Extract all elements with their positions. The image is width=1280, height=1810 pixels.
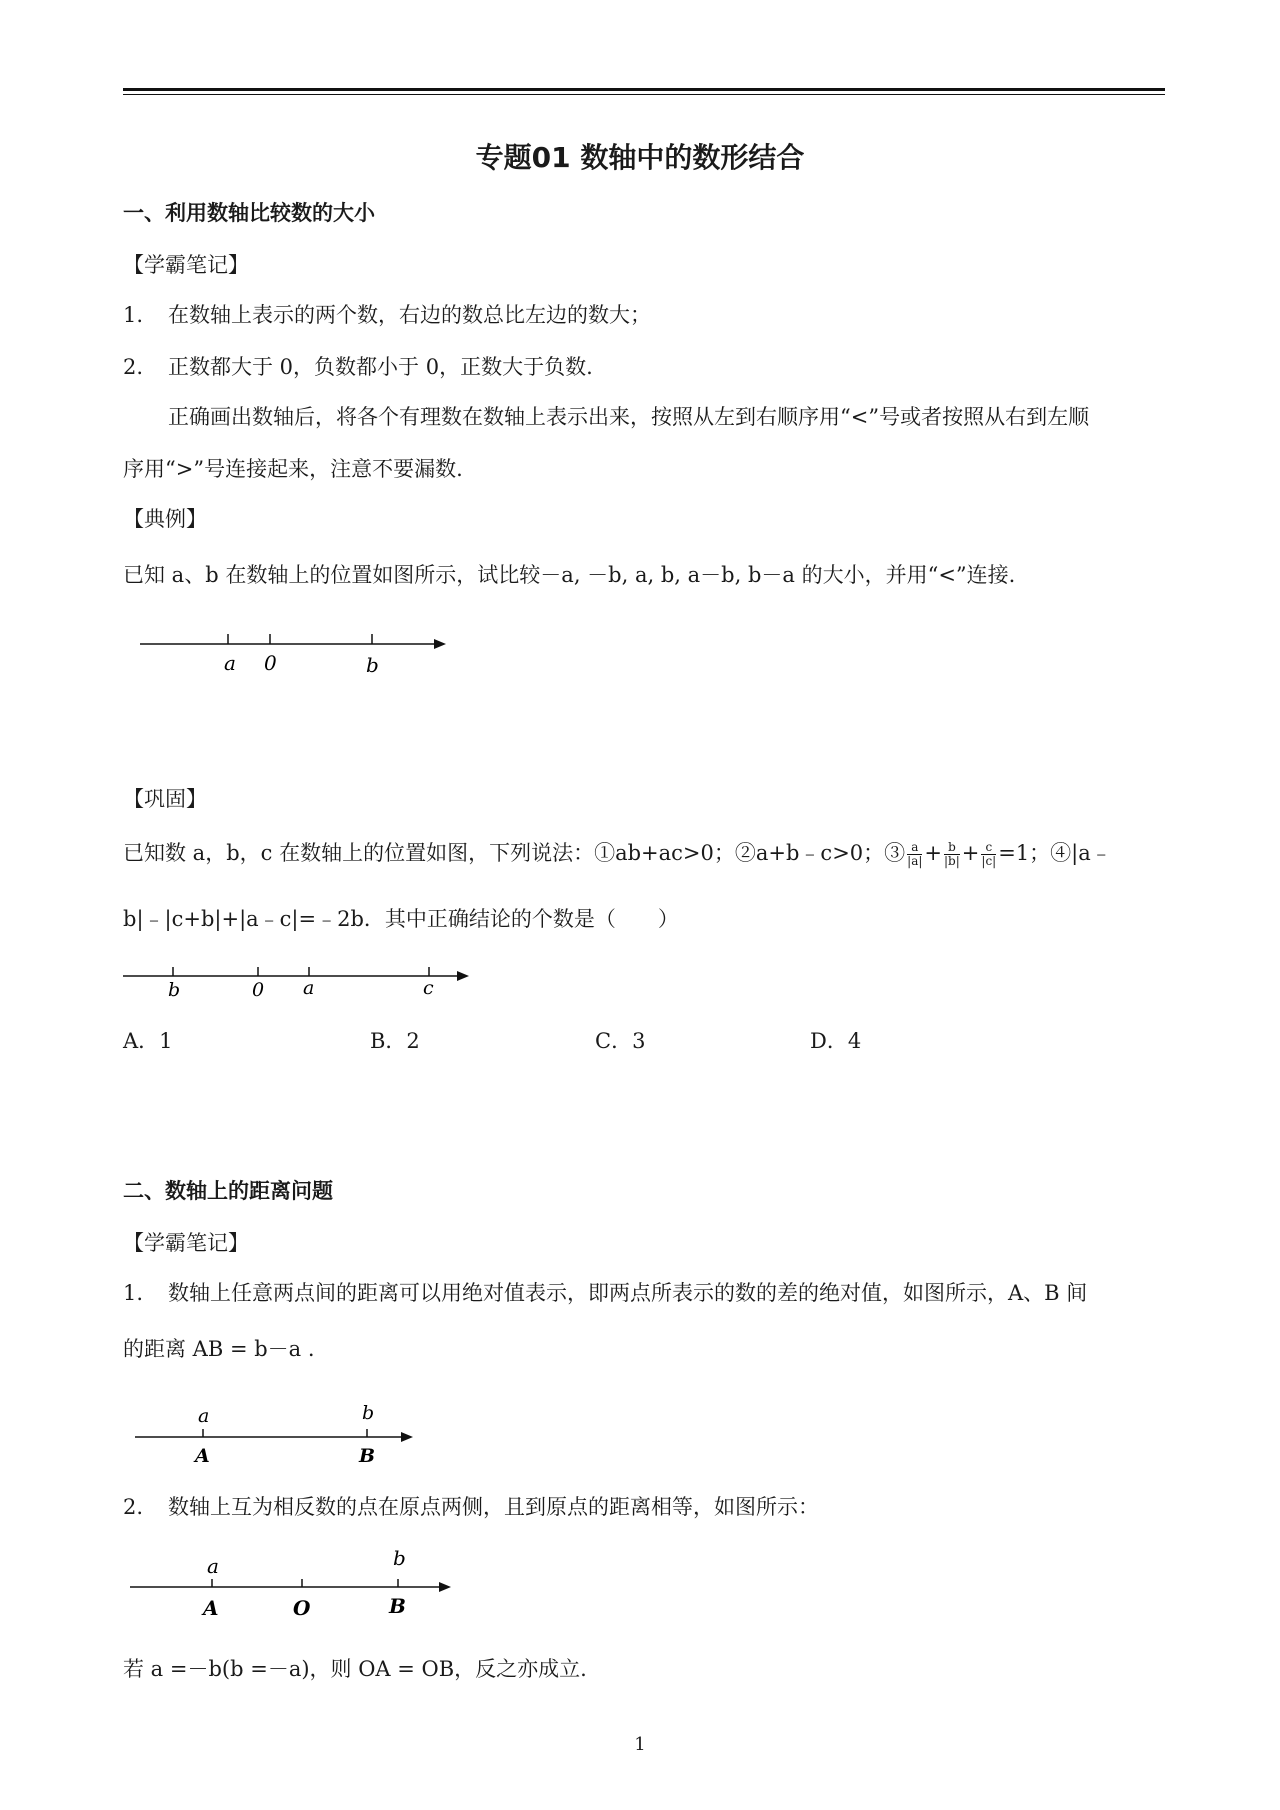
distance-axis-label-b: b	[362, 1402, 375, 1424]
plus-sign: +	[961, 841, 980, 865]
page-title: 专题01 数轴中的数形结合	[475, 141, 805, 174]
question-axis-label-0: 0	[252, 979, 265, 1001]
question-axis-label-b: b	[168, 979, 181, 1001]
option-b: B．2	[370, 1029, 420, 1053]
section2-heading: 二、数轴上的距离问题	[123, 1179, 333, 1203]
point2-number: 2.	[123, 355, 144, 379]
s2-point1-line2: 的距离 AB = b－a .	[123, 1337, 315, 1361]
para-line1: 正确画出数轴后，将各个有理数在数轴上表示出来，按照从左到右顺序用“<”号或者按照从右到左顺	[168, 405, 1090, 429]
option-d: D．4	[810, 1029, 862, 1053]
section2-notes-label: 【学霸笔记】	[123, 1231, 249, 1255]
example-axis-label-b: b	[366, 653, 379, 677]
fraction-a: $\frac{a}{|a|}$	[907, 839, 923, 868]
distance-axis-label-B: B	[359, 1445, 376, 1467]
header-rule-thin	[123, 94, 1165, 95]
point2-text: 正数都大于 0，负数都小于 0，正数大于负数.	[168, 355, 593, 379]
opposite-axis-label-A: A	[203, 1596, 219, 1620]
opposite-axis-label-B: B	[389, 1594, 406, 1618]
opposite-axis-label-O: O	[293, 1596, 311, 1620]
section1-notes-label: 【学霸笔记】	[123, 253, 249, 277]
opposite-number-line	[130, 1545, 470, 1625]
example-label: 【典例】	[123, 507, 207, 531]
option-c: C．3	[595, 1029, 646, 1053]
example-axis-label-0: 0	[264, 651, 277, 675]
point1-number: 1.	[123, 303, 144, 327]
opposite-axis-label-a: a	[207, 1554, 219, 1578]
question-line1	[123, 840, 1112, 868]
consolidate-label: 【巩固】	[123, 787, 207, 811]
option-a: A．1	[123, 1029, 173, 1053]
para-line2: 序用“>”号连接起来，注意不要漏数.	[123, 457, 463, 481]
example-axis-label-a: a	[224, 651, 236, 675]
example-text: 已知 a、b 在数轴上的位置如图所示，试比较－a, －b, a, b, a－b, b－a 的大小，并用“<”连接.	[123, 563, 1016, 587]
question-line2: b|﹣|c+b|+|a﹣c|=﹣2b．其中正确结论的个数是（ ）	[123, 907, 679, 931]
s2-point2-text: 数轴上互为相反数的点在原点两侧，且到原点的距离相等，如图所示：	[168, 1495, 819, 1519]
distance-number-line	[135, 1400, 435, 1470]
s2-point2-number: 2.	[123, 1495, 144, 1519]
s2-point1-number: 1.	[123, 1281, 144, 1305]
opposite-axis-label-b: b	[393, 1546, 406, 1570]
plus-sign: +	[924, 841, 943, 865]
example-number-line	[140, 620, 460, 680]
distance-axis-label-a: a	[198, 1405, 210, 1427]
question-axis-label-c: c	[423, 977, 434, 999]
question-number-line	[123, 960, 483, 1010]
section1-heading: 一、利用数轴比较数的大小	[123, 201, 375, 225]
question-line1-start: 已知数 a，b，c 在数轴上的位置如图，下列说法：①ab+ac>0；②a+b﹣c>0；③	[123, 841, 906, 865]
question-line1-end: =1；④|a﹣	[998, 841, 1112, 865]
point1-text: 在数轴上表示的两个数，右边的数总比左边的数大；	[168, 303, 651, 327]
question-axis-label-a: a	[303, 977, 315, 999]
fraction-c: $\frac{c}{|c|}$	[981, 839, 997, 868]
s2-point1-line1: 数轴上任意两点间的距离可以用绝对值表示，即两点所表示的数的差的绝对值，如图所示，A、B 间	[168, 1281, 1088, 1305]
page-number: 1	[634, 1734, 646, 1755]
s2-conclusion: 若 a =－b(b =－a)，则 OA = OB，反之亦成立.	[123, 1657, 587, 1681]
distance-axis-label-A: A	[195, 1445, 210, 1467]
header-rule-thick	[123, 88, 1165, 91]
fraction-b: $\frac{b}{|b|}$	[944, 839, 960, 868]
